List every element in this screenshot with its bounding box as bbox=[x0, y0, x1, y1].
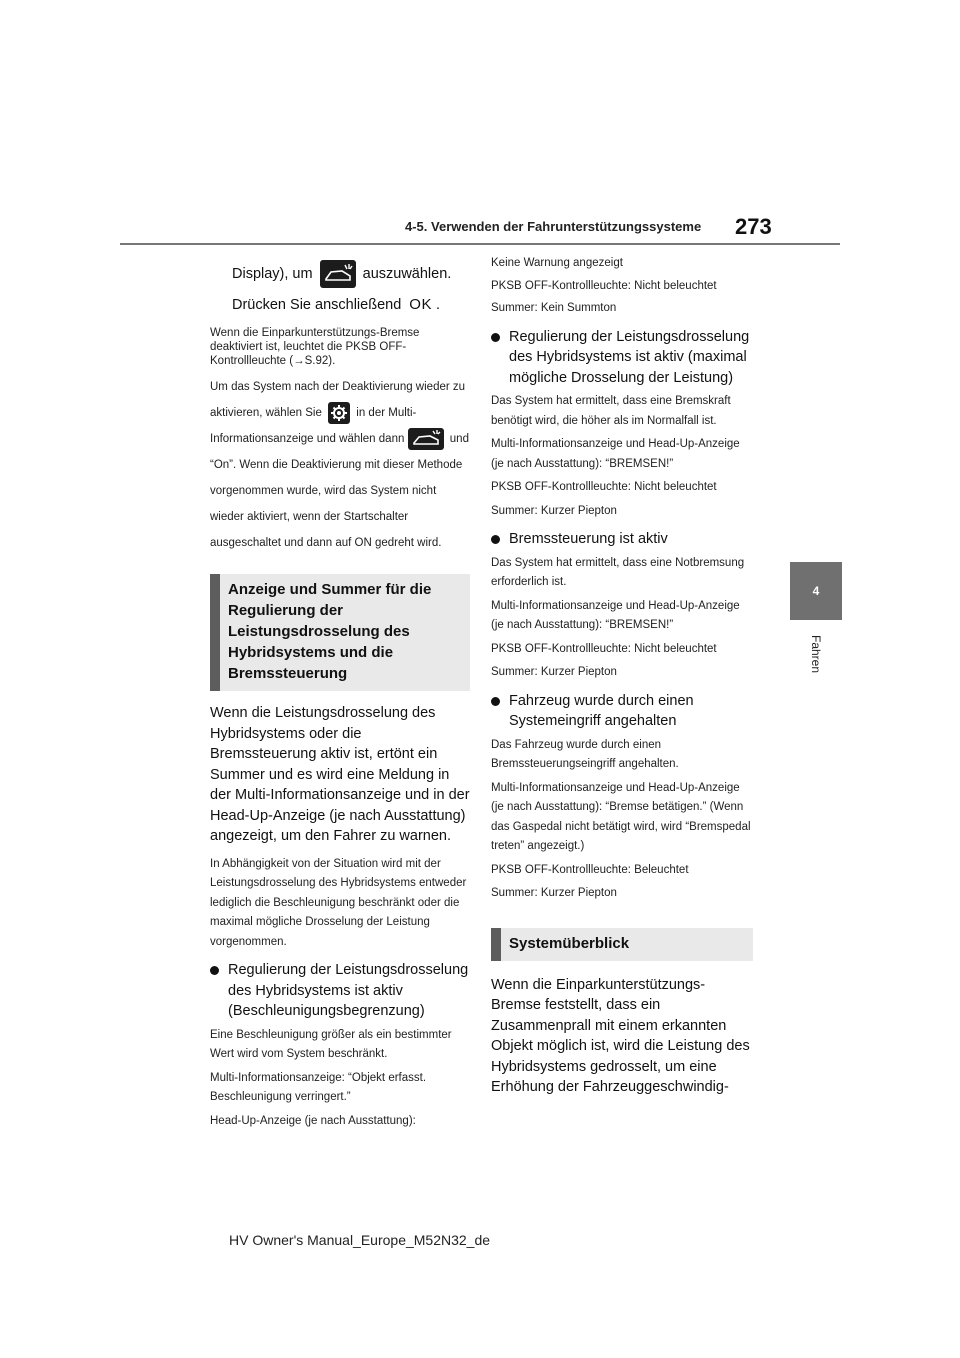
footer-manual-id: HV Owner's Manual_Europe_M52N32_de bbox=[229, 1232, 491, 1248]
overview-paragraph: Wenn die Einparkunterstützungs-Bremse feststellt, dass ein Zusammenprall mit einem erkannten Objekt möglich ist, wird die Leistung des Hybridsystems gedrosselt, um eine Erhöhung der Fahrzeuggeschwindig- bbox=[491, 976, 750, 1095]
bullet2-display-message: Multi-Informationsanzeige und Head-Up-Anzeige (je nach Ausstattung): “BREMSEN!” bbox=[491, 438, 740, 470]
header-divider bbox=[120, 243, 840, 245]
bullet-title: Regulierung der Leistungsdrosselung des Hybridsystems ist aktiv (maximal mögliche Drosselung der Leistung) bbox=[509, 328, 750, 386]
bullet-brake-control bbox=[491, 529, 753, 550]
bullet-title: Bremssteuerung ist aktiv bbox=[509, 531, 668, 547]
reactivate-part-2: in der Multi-Informationsanzeige und wählen dann bbox=[210, 407, 417, 446]
ok-button-symbol: OK bbox=[409, 296, 432, 314]
bullet1-description: Eine Beschleunigung größer als ein bestimmter Wert wird vom System beschränkt. bbox=[210, 1028, 452, 1061]
bullet2-description: Das System hat ermittelt, dass eine Bremskraft benötigt wird, die höher als im Normalfall ist. bbox=[491, 395, 731, 427]
bullet-dot bbox=[491, 697, 500, 706]
bullet-title: Fahrzeug wurde durch einen Systemeingriff angehalten bbox=[509, 692, 694, 729]
pksb-status-3: PKSB OFF-Kontrollleuchte: Nicht beleuchtet bbox=[491, 642, 717, 655]
note-deactivated: Wenn die Einparkunterstützungs-Bremse deaktiviert ist, leuchtet die PKSB OFF-Kontrollleuchte (→S.92). bbox=[210, 327, 420, 368]
gear-icon bbox=[328, 402, 350, 424]
bullet-title: Regulierung der Leistungsdrosselung des Hybridsystems ist aktiv (Beschleunigungsbegrenzung) bbox=[228, 962, 469, 1020]
reactivate-paragraph bbox=[210, 374, 470, 556]
bullet-vehicle-stopped bbox=[491, 691, 753, 732]
bullet1-hud-label: Head-Up-Anzeige (je nach Ausstattung): bbox=[210, 1114, 416, 1127]
page-number: 273 bbox=[735, 214, 772, 239]
situation-note: In Abhängigkeit von der Situation wird mit der Leistungsdrosselung des Hybridsystems entweder lediglich die Beschleunigung beschränkt oder die maximal mögliche Drosselung der Leistung vorgenommen. bbox=[210, 857, 467, 948]
buzzer-status-4: Summer: Kurzer Piepton bbox=[491, 887, 617, 899]
chapter-tab: 4 bbox=[790, 562, 842, 620]
pksb-status-2: PKSB OFF-Kontrollleuchte: Nicht beleuchtet bbox=[491, 481, 717, 493]
main-paragraph: Wenn die Leistungsdrosselung des Hybridsystems oder die Bremssteuerung aktiv ist, ertönt ein Summer und es wird eine Meldung in der Multi-Informationsanzeige und in der Head-Up-Anzeige (je nach Ausstattung) angezeigt, um den Fahrer zu warnen. bbox=[210, 705, 470, 845]
bullet3-description: Das System hat ermittelt, dass eine Notbremsung erforderlich ist. bbox=[491, 556, 745, 588]
section-title-indicator-buzzer: Anzeige und Summer für die Regulierung der Leistungsdrosselung des Hybridsystems und die Bremssteuerung bbox=[228, 581, 432, 683]
section-heading-box bbox=[210, 574, 470, 691]
section-header-title: 4-5. Verwenden der Fahrunterstützungssysteme bbox=[405, 219, 702, 234]
car-sensor-icon bbox=[320, 260, 356, 288]
bullet1-display-message: Multi-Informationsanzeige: “Objekt erfasst. Beschleunigung verringert.” bbox=[210, 1071, 427, 1104]
bullet-dot bbox=[491, 535, 500, 544]
pksb-status-4: PKSB OFF-Kontrollleuchte: Beleuchtet bbox=[491, 863, 689, 876]
left-column bbox=[210, 254, 470, 1131]
bullet-acceleration-limit bbox=[210, 960, 470, 1022]
right-column bbox=[491, 254, 753, 1098]
intro-line-2-pre: Drücken Sie anschließend bbox=[232, 297, 402, 314]
reactivate-part-3: und “On”. Wenn die Deaktivierung mit dieser Methode vorgenommen wurde, wird das System nicht wieder aktiviert, wenn der Startschalter ausgeschaltet und dann auf ON gedreht wird. bbox=[210, 433, 469, 550]
reactivate-part-1: Um das System nach der Deaktivierung wieder zu aktivieren, wählen Sie bbox=[210, 381, 466, 420]
hud-no-warning: Keine Warnung angezeigt bbox=[491, 257, 623, 269]
bullet-dot bbox=[491, 333, 500, 342]
intro-line-1 bbox=[210, 260, 470, 288]
bullet-dot bbox=[210, 966, 219, 975]
car-sensor-icon bbox=[408, 428, 444, 450]
bullet-max-throttle bbox=[491, 327, 753, 389]
section-heading-box bbox=[491, 928, 753, 961]
chapter-label: Fahren bbox=[809, 634, 823, 674]
bullet4-display-message: Multi-Informationsanzeige und Head-Up-Anzeige (je nach Ausstattung): “Bremse betätigen.” (Wenn das Gaspedal nicht betätigt wird, wird “Bremspedal treten” angezeigt.) bbox=[491, 781, 751, 852]
pksb-status-1: PKSB OFF-Kontrollleuchte: Nicht beleuchtet bbox=[491, 279, 717, 292]
buzzer-status-1: Summer: Kein Summton bbox=[491, 302, 617, 314]
buzzer-status-2: Summer: Kurzer Piepton bbox=[491, 504, 617, 517]
bullet3-display-message: Multi-Informationsanzeige und Head-Up-Anzeige (je nach Ausstattung): “BREMSEN!” bbox=[491, 599, 740, 631]
section-title-system-overview: Systemüberblick bbox=[509, 934, 630, 952]
intro-line-2-post: . bbox=[435, 297, 441, 314]
intro-line-1-post: auszuwählen. bbox=[362, 266, 452, 282]
intro-line-1-pre: Display), um bbox=[232, 266, 313, 282]
intro-line-2 bbox=[210, 292, 470, 318]
buzzer-status-3: Summer: Kurzer Piepton bbox=[491, 666, 617, 678]
bullet4-description: Das Fahrzeug wurde durch einen Bremssteuerungseingriff angehalten. bbox=[491, 738, 679, 770]
